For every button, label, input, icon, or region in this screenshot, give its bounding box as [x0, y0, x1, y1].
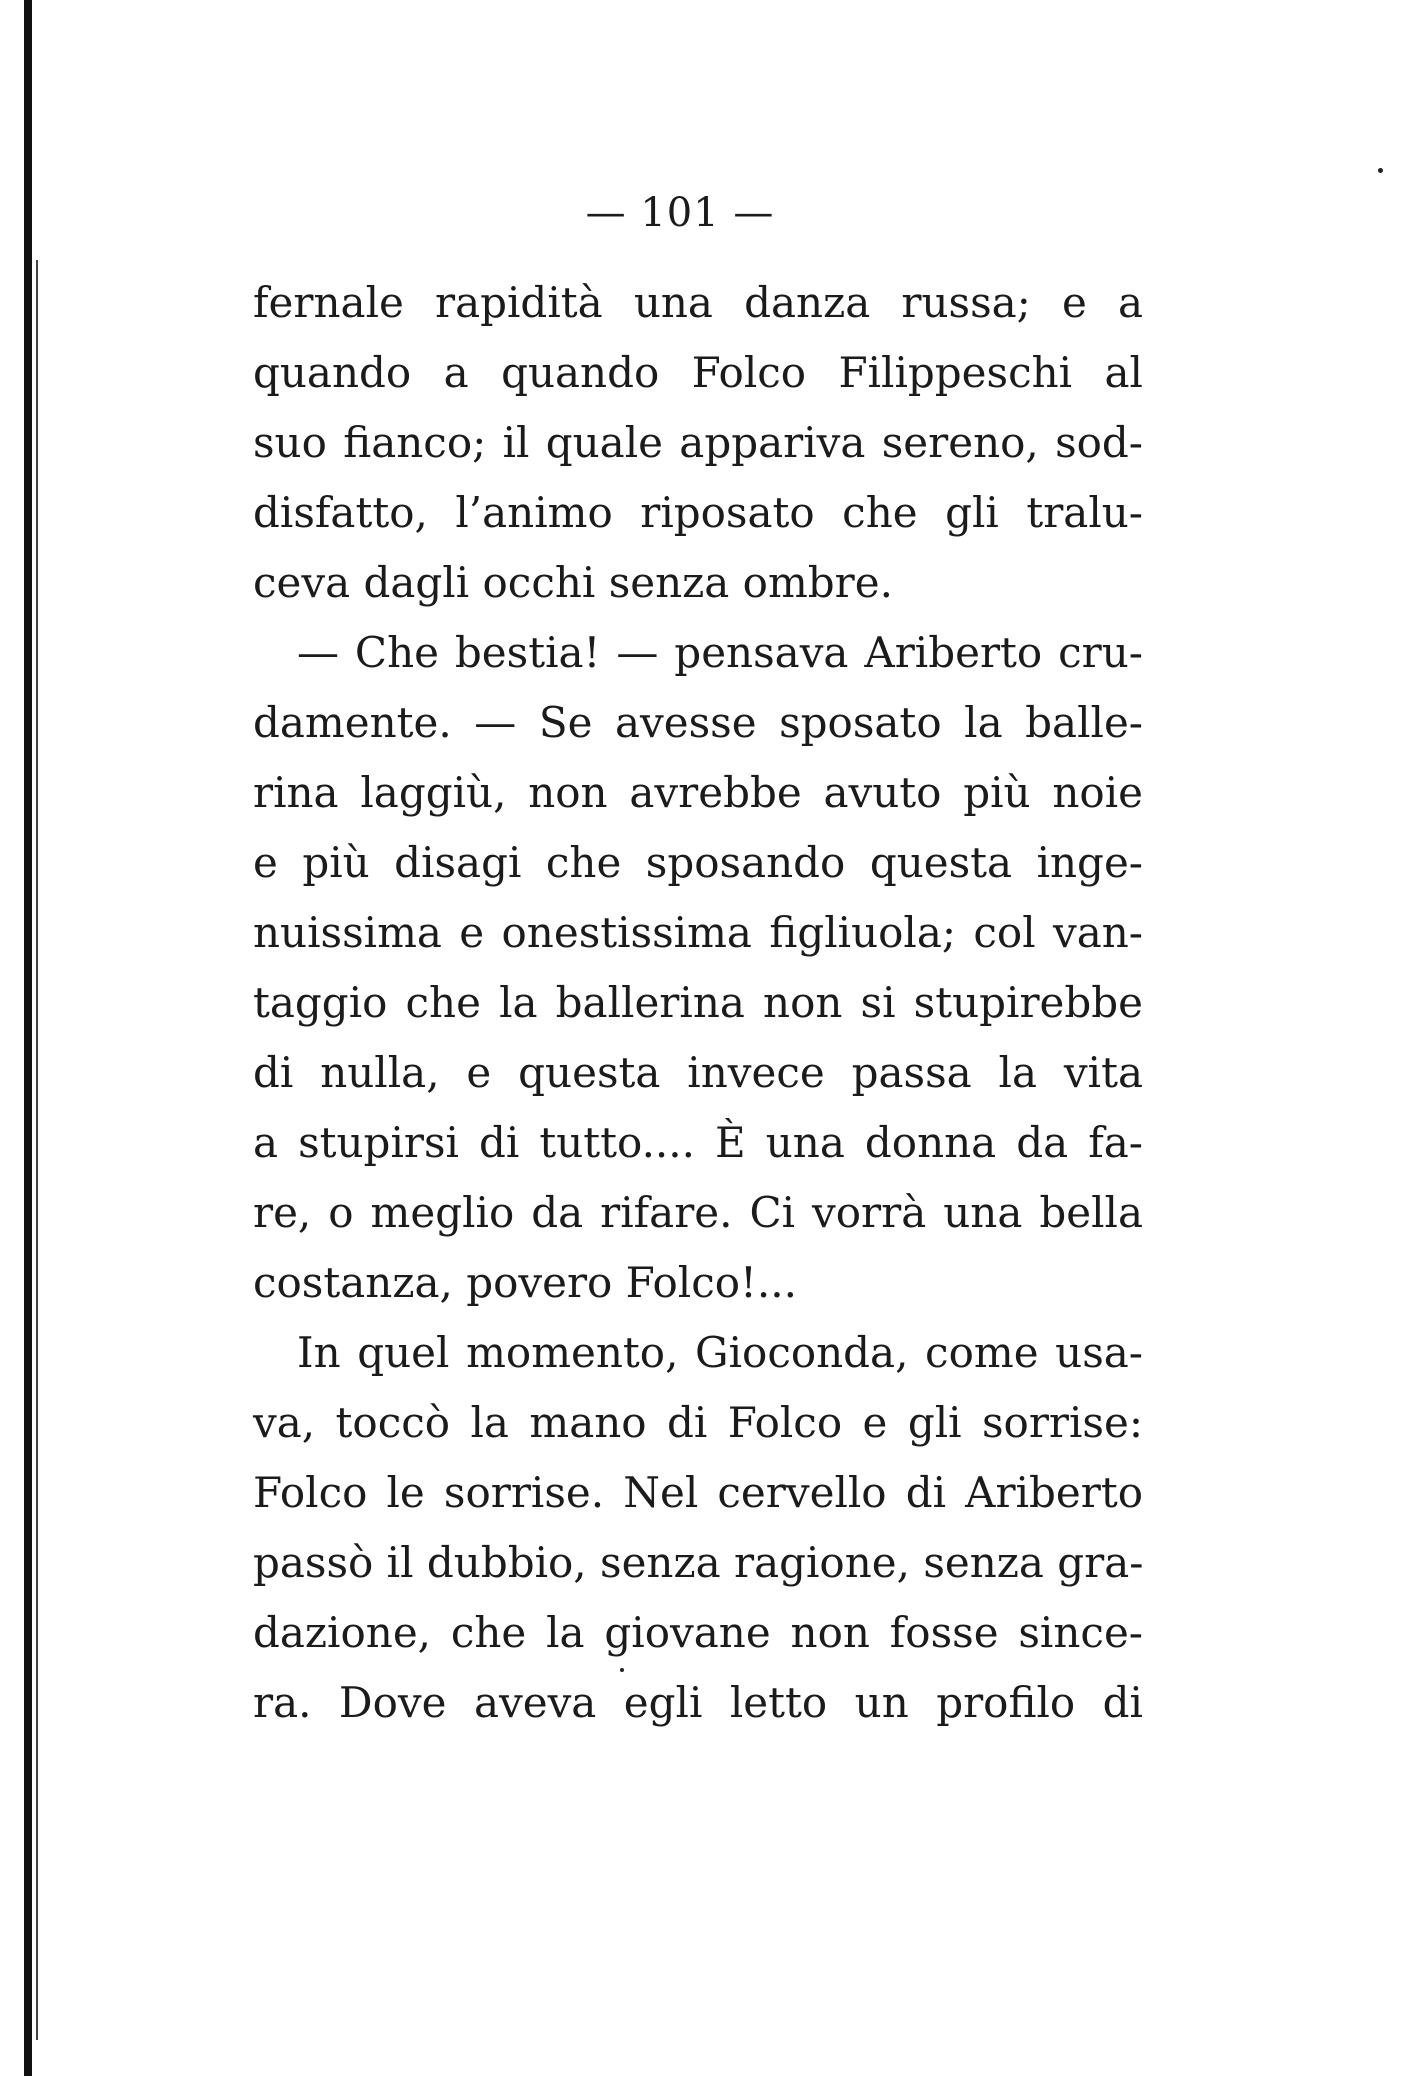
page-number: — 101 —	[585, 190, 775, 236]
text-line: damente. — Se avesse sposato la balle-	[253, 698, 1143, 747]
text-line: va, toccò la mano di Folco e gli sorrise:	[253, 1398, 1143, 1447]
body-text	[253, 268, 1143, 1738]
text-line: disfatto, l’animo riposato che gli tralu-	[253, 488, 1143, 537]
text-line: In quel momento, Gioconda, come usa-	[297, 1328, 1143, 1377]
text-line: dazione, che la giovane non fosse since-	[253, 1608, 1143, 1657]
text-line: — Che bestia! — pensava Ariberto cru-	[297, 628, 1143, 677]
text-line: nuissima e onestissima figliuola; col van-	[253, 908, 1143, 957]
text-line: quando a quando Folco Filippeschi al	[253, 348, 1143, 397]
book-gutter-line	[36, 260, 38, 2040]
text-line: taggio che la ballerina non si stupirebbe	[253, 978, 1143, 1027]
text-line: di nulla, e questa invece passa la vita	[253, 1048, 1143, 1097]
text-line: re, o meglio da rifare. Ci vorrà una bella	[253, 1188, 1143, 1237]
text-line: Folco le sorrise. Nel cervello di Ariberto	[253, 1468, 1143, 1517]
text-line: rina laggiù, non avrebbe avuto più noie	[253, 768, 1143, 817]
print-speck	[1378, 168, 1383, 173]
text-line: costanza, povero Folco!...	[253, 1258, 797, 1307]
text-line: suo fianco; il quale appariva sereno, sod-	[253, 418, 1143, 467]
book-spine-shadow	[24, 0, 32, 2076]
text-line: fernale rapidità una danza russa; e a	[253, 278, 1143, 327]
text-line: ra. Dove aveva egli letto un profilo di	[253, 1678, 1143, 1727]
text-line: passò il dubbio, senza ragione, senza gra-	[253, 1538, 1144, 1587]
text-line: a stupirsi di tutto.... È una donna da fa-	[253, 1118, 1143, 1167]
text-line: e più disagi che sposando questa inge-	[253, 838, 1143, 887]
text-line: ceva dagli occhi senza ombre.	[253, 558, 893, 607]
